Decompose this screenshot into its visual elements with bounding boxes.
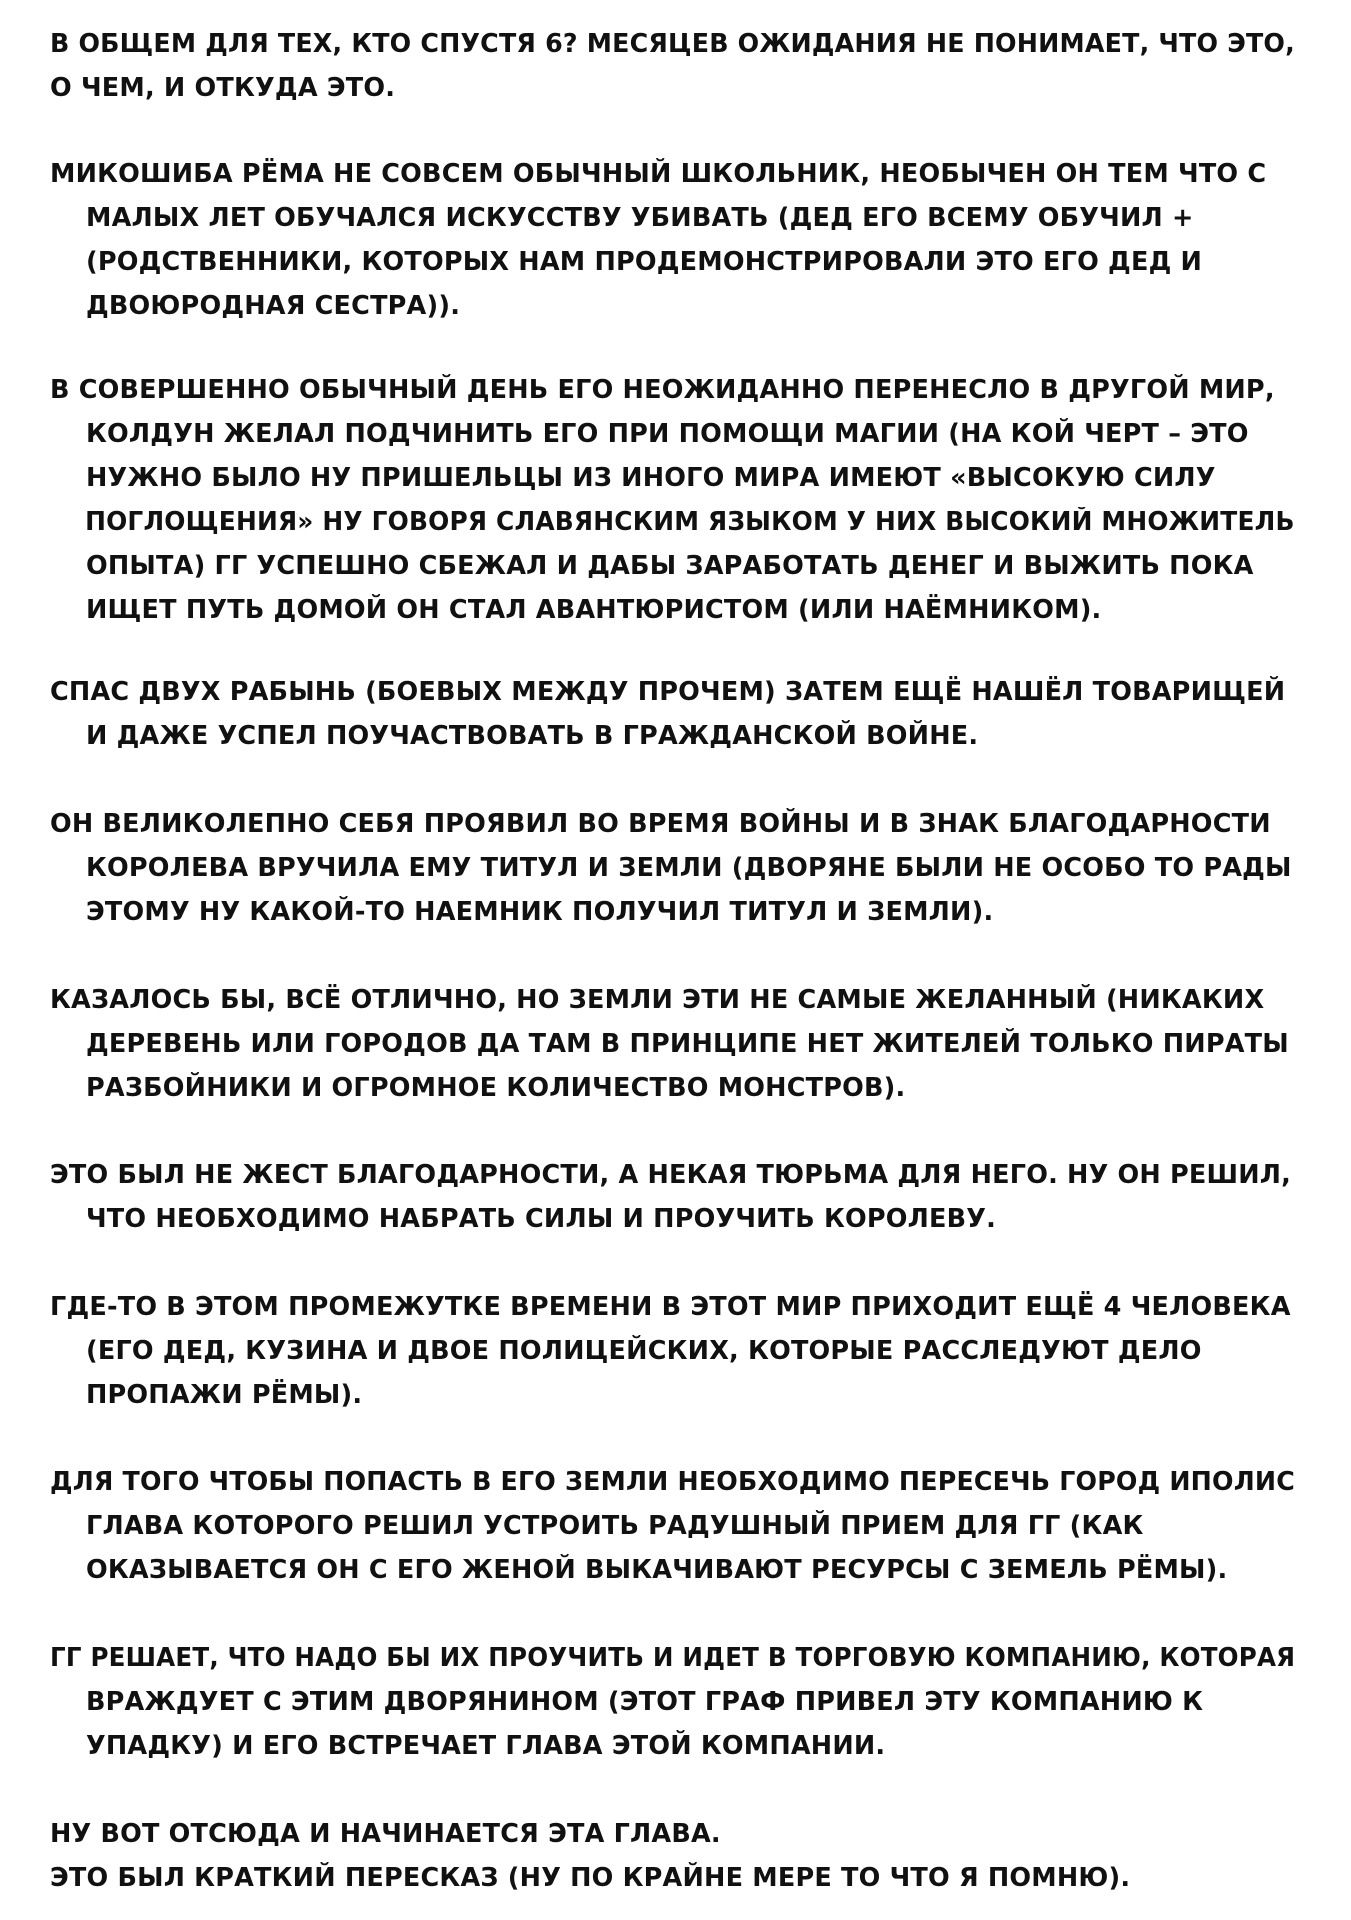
text-line: НУ ВОТ ОТСЮДА И НАЧИНАЕТСЯ ЭТА ГЛАВА. <box>50 1819 721 1849</box>
paragraph-company <box>50 1636 1295 1768</box>
paragraph-slaves <box>50 670 1295 758</box>
text-line: НУЖНО БЫЛО НУ ПРИШЕЛЬЦЫ ИЗ ИНОГО МИРА ИМЕЮТ «ВЫСОКУЮ СИЛУ <box>86 463 1216 493</box>
paragraph-lands <box>50 978 1295 1110</box>
text-line: СПАС ДВУХ РАБЫНЬ (БОЕВЫХ МЕЖДУ ПРОЧЕМ) ЗАТЕМ ЕЩЁ НАШЁЛ ТОВАРИЩЕЙ <box>50 677 1286 707</box>
text-line: КАЗАЛОСЬ БЫ, ВСЁ ОТЛИЧНО, НО ЗЕМЛИ ЭТИ НЕ САМЫЕ ЖЕЛАННЫЙ (НИКАКИХ <box>50 985 1265 1015</box>
paragraph-war <box>50 802 1295 934</box>
text-line: ДВОЮРОДНАЯ СЕСТРА)). <box>86 291 461 321</box>
text-line: ОПЫТА) ГГ УСПЕШНО СБЕЖАЛ И ДАБЫ ЗАРАБОТАТЬ ДЕНЕГ И ВЫЖИТЬ ПОКА <box>86 551 1254 581</box>
text-line: ЭТОМУ НУ КАКОЙ-ТО НАЕМНИК ПОЛУЧИЛ ТИТУЛ И ЗЕМЛИ). <box>86 897 994 927</box>
text-line: ГГ РЕШАЕТ, ЧТО НАДО БЫ ИХ ПРОУЧИТЬ И ИДЕТ В ТОРГОВУЮ КОМПАНИЮ, КОТОРАЯ <box>50 1643 1296 1673</box>
text-line: МАЛЫХ ЛЕТ ОБУЧАЛСЯ ИСКУССТВУ УБИВАТЬ (ДЕД ЕГО ВСЕМУ ОБУЧИЛ + <box>86 203 1194 233</box>
text-line: ВРАЖДУЕТ С ЭТИМ ДВОРЯНИНОМ (ЭТОТ ГРАФ ПРИВЕЛ ЭТУ КОМПАНИЮ К <box>86 1687 1204 1717</box>
text-line: ПОГЛОЩЕНИЯ» НУ ГОВОРЯ СЛАВЯНСКИМ ЯЗЫКОМ У НИХ ВЫСОКИЙ МНОЖИТЕЛЬ <box>85 507 1295 537</box>
paragraph-prison <box>50 1153 1295 1241</box>
paragraph-outro <box>50 1812 1295 1900</box>
text-line: ИЩЕТ ПУТЬ ДОМОЙ ОН СТАЛ АВАНТЮРИСТОМ (ИЛИ НАЁМНИКОМ). <box>86 595 1102 625</box>
text-line: (РОДСТВЕННИКИ, КОТОРЫХ НАМ ПРОДЕМОНСТРИРОВАЛИ ЭТО ЕГО ДЕД И <box>86 247 1203 277</box>
text-line: МИКОШИБА РЁМА НЕ СОВСЕМ ОБЫЧНЫЙ ШКОЛЬНИК, НЕОБЫЧЕН ОН ТЕМ ЧТО С <box>50 159 1267 189</box>
text-line: ДЛЯ ТОГО ЧТОБЫ ПОПАСТЬ В ЕГО ЗЕМЛИ НЕОБХОДИМО ПЕРЕСЕЧЬ ГОРОД ИПОЛИС <box>50 1467 1296 1497</box>
text-line: ЭТО БЫЛ НЕ ЖЕСТ БЛАГОДАРНОСТИ, А НЕКАЯ ТЮРЬМА ДЛЯ НЕГО. НУ ОН РЕШИЛ, <box>50 1160 1292 1190</box>
paragraph-hero <box>50 152 1295 328</box>
text-line: КОРОЛЕВА ВРУЧИЛА ЕМУ ТИТУЛ И ЗЕМЛИ (ДВОРЯНЕ БЫЛИ НЕ ОСОБО ТО РАДЫ <box>86 853 1292 883</box>
text-line: ЭТО БЫЛ КРАТКИЙ ПЕРЕСКАЗ (НУ ПО КРАЙНЕ МЕРЕ ТО ЧТО Я ПОМНЮ). <box>50 1863 1131 1893</box>
text-line: ГЛАВА КОТОРОГО РЕШИЛ УСТРОИТЬ РАДУШНЫЙ ПРИЕМ ДЛЯ ГГ (КАК <box>86 1511 1144 1541</box>
text-line: О ЧЕМ, И ОТКУДА ЭТО. <box>50 73 396 103</box>
text-line: РАЗБОЙНИКИ И ОГРОМНОЕ КОЛИЧЕСТВО МОНСТРОВ). <box>86 1073 906 1103</box>
text-line: УПАДКУ) И ЕГО ВСТРЕЧАЕТ ГЛАВА ЭТОЙ КОМПАНИИ. <box>86 1731 886 1761</box>
paragraph-transfer <box>50 368 1295 632</box>
text-line: ПРОПАЖИ РЁМЫ). <box>86 1380 363 1410</box>
text-line: ОН ВЕЛИКОЛЕПНО СЕБЯ ПРОЯВИЛ ВО ВРЕМЯ ВОЙНЫ И В ЗНАК БЛАГОДАРНОСТИ <box>50 809 1271 839</box>
text-line: ДЕРЕВЕНЬ ИЛИ ГОРОДОВ ДА ТАМ В ПРИНЦИПЕ НЕТ ЖИТЕЛЕЙ ТОЛЬКО ПИРАТЫ <box>86 1029 1289 1059</box>
paragraph-ipolis <box>50 1460 1295 1592</box>
text-line: (ЕГО ДЕД, КУЗИНА И ДВОЕ ПОЛИЦЕЙСКИХ, КОТОРЫЕ РАССЛЕДУЮТ ДЕЛО <box>86 1336 1202 1366</box>
text-line: И ДАЖЕ УСПЕЛ ПОУЧАСТВОВАТЬ В ГРАЖДАНСКОЙ ВОЙНЕ. <box>86 721 979 751</box>
text-line: В СОВЕРШЕННО ОБЫЧНЫЙ ДЕНЬ ЕГО НЕОЖИДАННО ПЕРЕНЕСЛО В ДРУГОЙ МИР, <box>50 375 1275 405</box>
text-line: ГДЕ-ТО В ЭТОМ ПРОМЕЖУТКЕ ВРЕМЕНИ В ЭТОТ МИР ПРИХОДИТ ЕЩЁ 4 ЧЕЛОВЕКА <box>50 1292 1291 1322</box>
text-line: КОЛДУН ЖЕЛАЛ ПОДЧИНИТЬ ЕГО ПРИ ПОМОЩИ МАГИИ (НА КОЙ ЧЕРТ – ЭТО <box>86 419 1249 449</box>
text-line: ЧТО НЕОБХОДИМО НАБРАТЬ СИЛЫ И ПРОУЧИТЬ КОРОЛЕВУ. <box>86 1204 997 1234</box>
paragraph-arrivals <box>50 1285 1295 1417</box>
text-line: В ОБЩЕМ ДЛЯ ТЕХ, КТО СПУСТЯ 6? МЕСЯЦЕВ ОЖИДАНИЯ НЕ ПОНИМАЕТ, ЧТО ЭТО, <box>50 29 1295 59</box>
text-line: ОКАЗЫВАЕТСЯ ОН С ЕГО ЖЕНОЙ ВЫКАЧИВАЮТ РЕСУРСЫ С ЗЕМЕЛЬ РЁМЫ). <box>86 1555 1228 1585</box>
paragraph-intro <box>50 22 1295 110</box>
